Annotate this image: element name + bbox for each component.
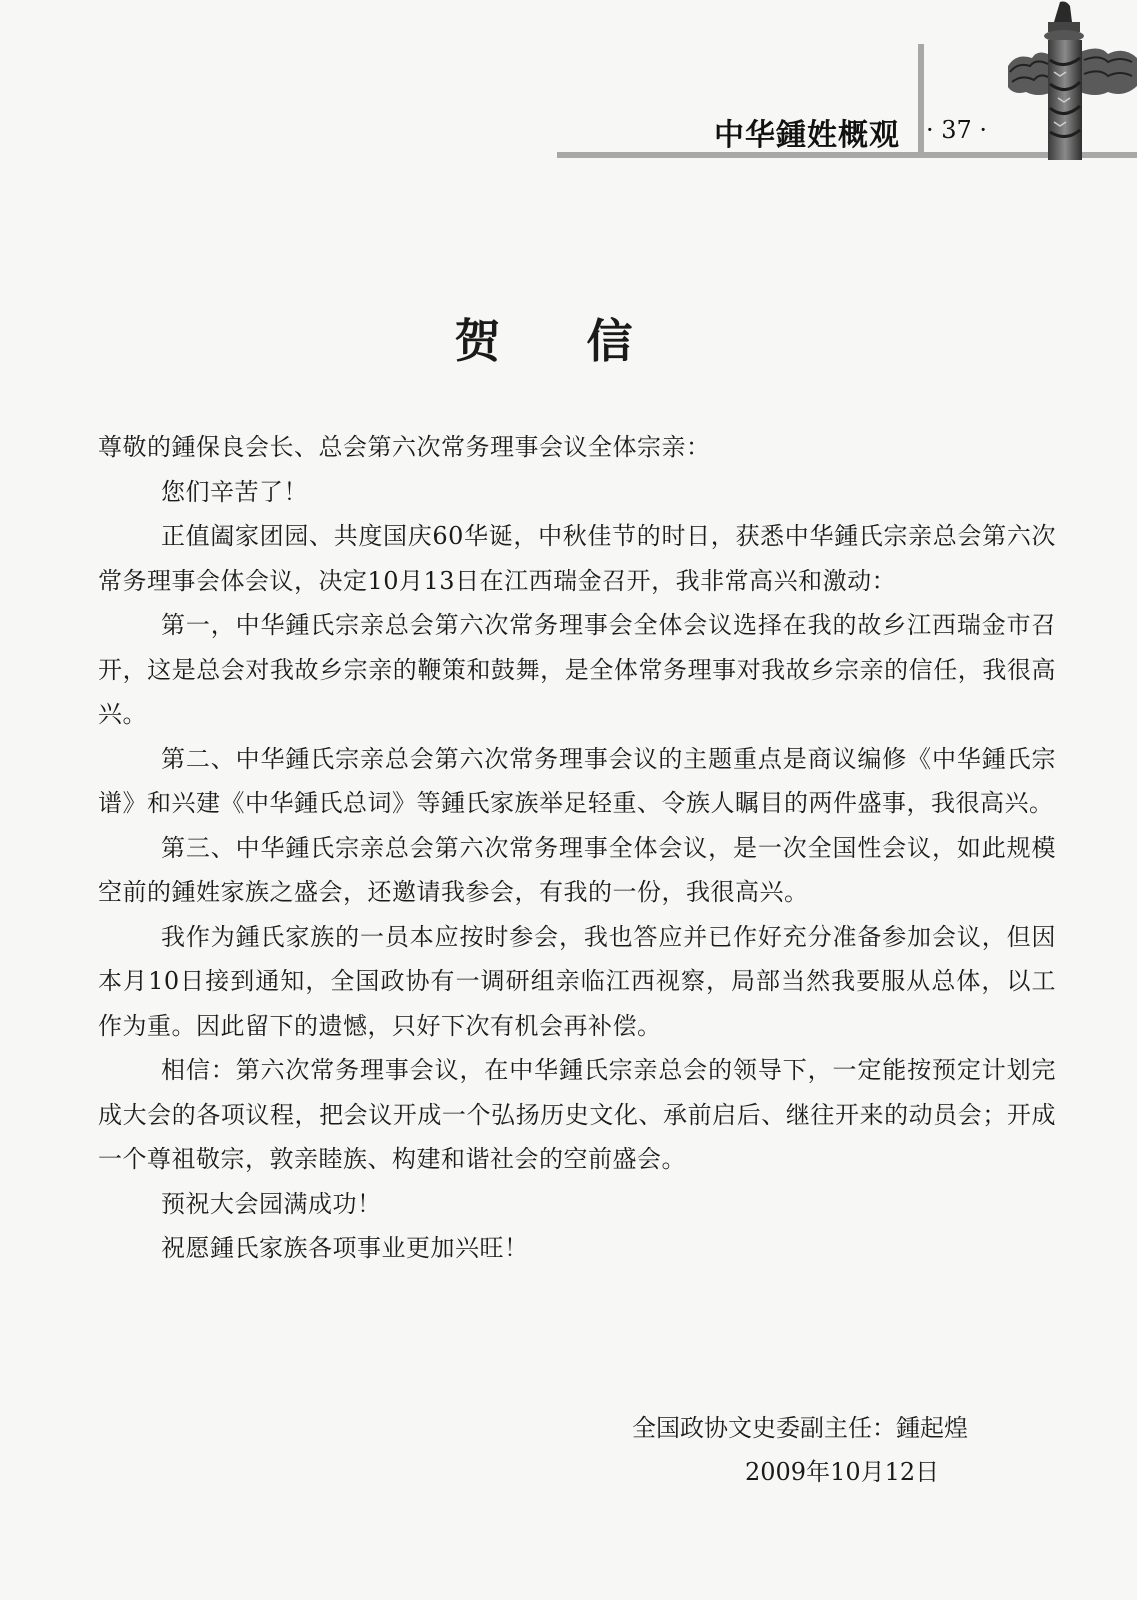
body-paragraph: 预祝大会园满成功！ bbox=[161, 1189, 382, 1218]
huabiao-pillar-icon bbox=[1008, 0, 1137, 160]
body-paragraph: 您们辛苦了！ bbox=[161, 477, 308, 506]
letter-body bbox=[98, 425, 1056, 1271]
body-paragraph: 第一，中华鍾氏宗亲总会第六次常务理事会全体会议选择在我的故乡江西瑞金市召开，这是总会对我故乡宗亲的鞭策和鼓舞，是全体常务理事对我故乡宗亲的信任，我很高兴。 bbox=[98, 611, 1056, 728]
signature-author: 全国政协文史委副主任：鍾起煌 bbox=[632, 1414, 968, 1442]
letter-title: 贺信 bbox=[454, 314, 719, 368]
header-vertical-rule bbox=[918, 44, 924, 156]
book-title: 中华鍾姓概观 bbox=[714, 118, 900, 153]
salutation: 尊敬的鍾保良会长、总会第六次常务理事会议全体宗亲： bbox=[98, 433, 711, 461]
signature-date: 2009年10月12日 bbox=[745, 1458, 940, 1486]
body-paragraph: 第二、中华鍾氏宗亲总会第六次常务理事会议的主题重点是商议编修《中华鍾氏宗谱》和兴建《中华鍾氏总词》等鍾氏家族举足轻重、令族人瞩目的两件盛事，我很高兴。 bbox=[98, 744, 1056, 817]
body-paragraph: 我作为鍾氏家族的一员本应按时参会，我也答应并已作好充分准备参加会议，但因本月10日接到通知，全国政协有一调研组亲临江西视察，局部当然我要服从总体，以工作为重。因此留下的遗憾，只好下次有机会再补偿。 bbox=[98, 922, 1056, 1040]
body-paragraph: 祝愿鍾氏家族各项事业更加兴旺！ bbox=[161, 1234, 529, 1262]
body-paragraph: 正值阖家团园、共度国庆60华诞，中秋佳节的时日，获悉中华鍾氏宗亲总会第六次常务理事会体会议，决定10月13日在江西瑞金召开，我非常高兴和激动： bbox=[98, 522, 1056, 595]
body-paragraph: 第三、中华鍾氏宗亲总会第六次常务理事全体会议，是一次全国性会议，如此规模空前的鍾姓家族之盛会，还邀请我参会，有我的一份，我很高兴。 bbox=[98, 833, 1056, 906]
body-paragraph: 相信：第六次常务理事会议，在中华鍾氏宗亲总会的领导下，一定能按预定计划完成大会的各项议程，把会议开成一个弘扬历史文化、承前启后、继往开来的动员会；开成一个尊祖敬宗，敦亲睦族、构建和谐社会的空前盛会。 bbox=[98, 1056, 1056, 1173]
page-number: · 37 · bbox=[926, 116, 988, 144]
